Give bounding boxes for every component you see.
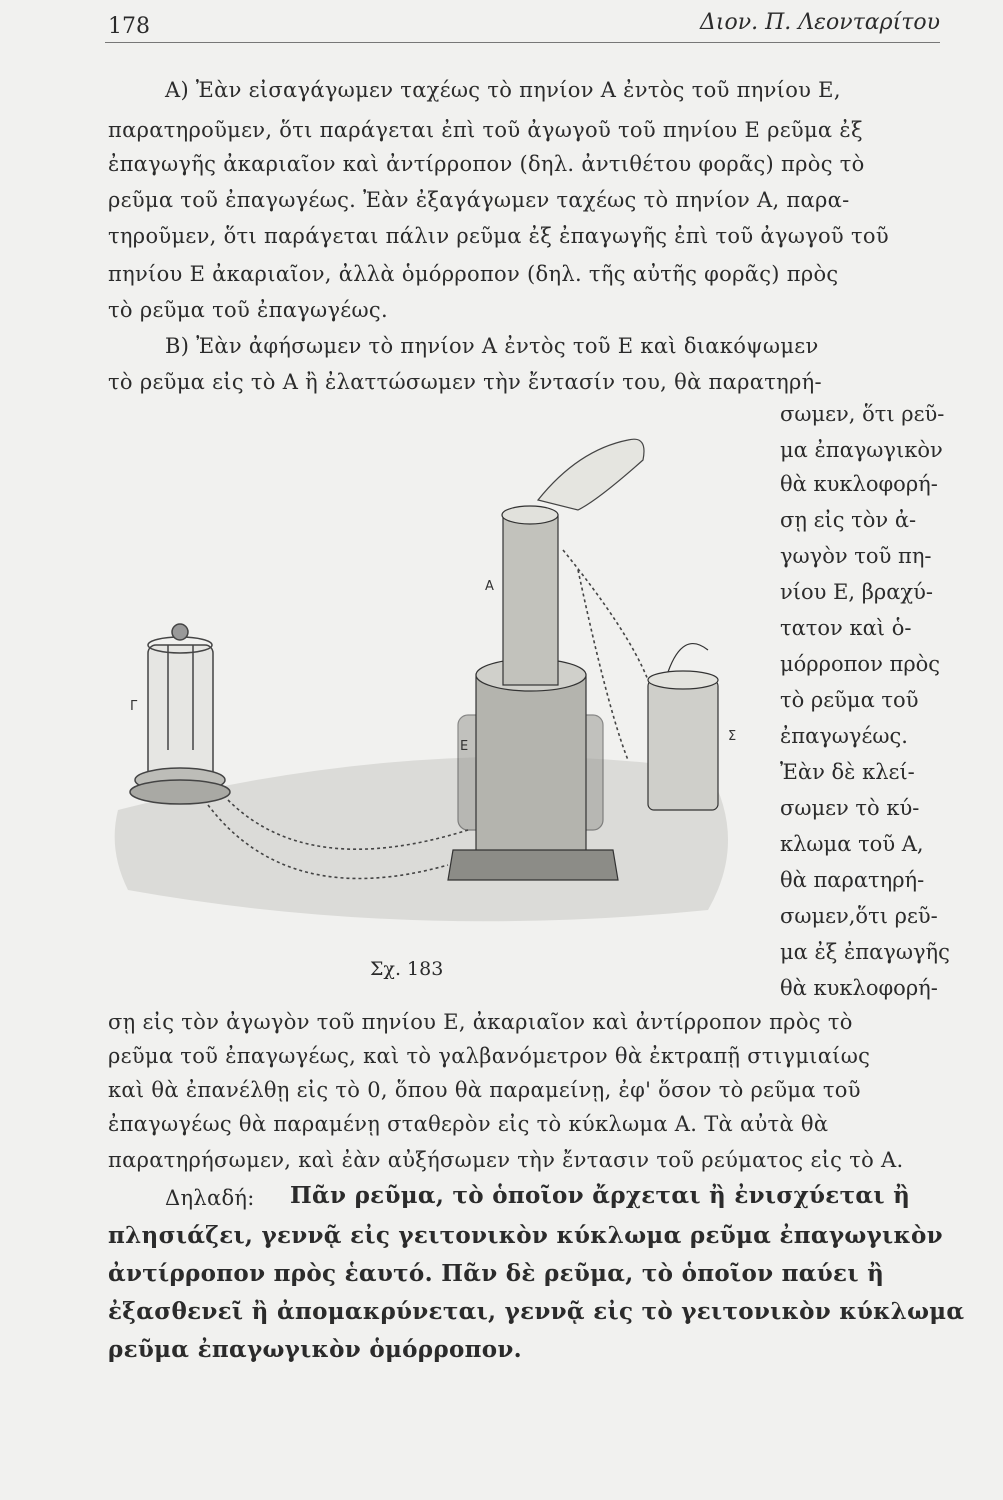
text-line: ἐπαγωγέως θὰ παραμένῃ σταθερὸν εἰς τὸ κύκλωμα Α. Τὰ αὐτὰ θὰ: [108, 1112, 829, 1136]
side-line: σωμεν, ὅτι ρεῦ-: [780, 402, 945, 426]
side-line: θὰ κυκλοφορή-: [780, 976, 938, 1000]
text-line: τὸ ρεῦμα τοῦ ἐπαγωγέως.: [108, 298, 388, 322]
header-rule: [105, 42, 940, 43]
side-line: τὸ ρεῦμα τοῦ: [780, 688, 919, 712]
text-line: ἐπαγωγῆς ἀκαριαῖον καὶ ἀντίρροπον (δηλ. ἀντιθέτου φορᾶς) πρὸς τὸ: [108, 152, 865, 176]
rule-lead: Δηλαδή:: [165, 1186, 255, 1210]
side-line: μα ἐξ ἐπαγωγῆς: [780, 940, 950, 964]
side-line: κλωμα τοῦ Α,: [780, 832, 924, 856]
text-line: παρατηροῦμεν, ὅτι παράγεται ἐπὶ τοῦ ἀγωγοῦ τοῦ πηνίου Ε ρεῦμα ἐξ: [108, 118, 863, 142]
side-line: μα ἐπαγωγικὸν: [780, 438, 943, 462]
figure-caption: Σχ. 183: [370, 958, 444, 980]
running-head: Διον. Π. Λεονταρίτου: [700, 10, 940, 35]
side-line: νίου Ε, βραχύ-: [780, 580, 934, 604]
side-line: θὰ κυκλοφορή-: [780, 472, 938, 496]
side-line: θὰ παρατηρή-: [780, 868, 925, 892]
side-line: τατον καὶ ὁ-: [780, 616, 912, 640]
side-line: μόρροπον πρὸς: [780, 652, 941, 676]
rule-line: ρεῦμα ἐπαγωγικὸν ὁμόρροπον.: [108, 1336, 522, 1363]
label-inner-coil: Α: [485, 579, 494, 594]
text-line: σῃ εἰς τὸν ἀγωγὸν τοῦ πηνίου Ε, ἀκαριαῖον καὶ ἀντίρροπον πρὸς τὸ: [108, 1010, 853, 1034]
text-line: Α) Ἐὰν εἰσαγάγωμεν ταχέως τὸ πηνίον Α ἐντὸς τοῦ πηνίου Ε,: [165, 78, 841, 102]
side-line: γωγὸν τοῦ πη-: [780, 544, 932, 568]
text-line: τὸ ρεῦμα εἰς τὸ Α ἢ ἐλαττώσωμεν τὴν ἔντασίν του, θὰ παρατηρή-: [108, 370, 822, 394]
text-line: πηνίου Ε ἀκαριαῖον, ἀλλὰ ὁμόρροπον (δηλ. τῆς αὐτῆς φορᾶς) πρὸς: [108, 262, 839, 286]
wire: [563, 550, 648, 680]
text-line: Β) Ἐὰν ἀφήσωμεν τὸ πηνίον Α ἐντὸς τοῦ Ε καὶ διακόψωμεν: [165, 334, 819, 358]
rule-line: ἐξασθενεῖ ἢ ἀπομακρύνεται, γεννᾷ εἰς τὸ γειτονικὸν κύκλωμα: [108, 1298, 965, 1325]
induction-apparatus-illustration: [108, 410, 778, 950]
inner-coil-A: [502, 506, 558, 685]
side-line: Ἐὰν δὲ κλεί-: [780, 760, 915, 784]
text-line: παρατηρήσωμεν, καὶ ἐὰν αὐξήσωμεν τὴν ἔντασιν τοῦ ρεύματος εἰς τὸ Α.: [108, 1148, 904, 1172]
text-line: καὶ θὰ ἐπανέλθῃ εἰς τὸ 0, ὅπου θὰ παραμείνῃ, ἐφ' ὅσον τὸ ρεῦμα τοῦ: [108, 1078, 861, 1102]
label-outer-coil: Ε: [460, 739, 469, 754]
text-line: ρεῦμα τοῦ ἐπαγωγέως, καὶ τὸ γαλβανόμετρον θὰ ἐκτραπῇ στιγμιαίως: [108, 1044, 871, 1068]
rule-line: πλησιάζει, γεννᾷ εἰς γειτονικὸν κύκλωμα ρεῦμα ἐπαγωγικὸν: [108, 1222, 943, 1249]
rule-line: Πᾶν ρεῦμα, τὸ ὁποῖον ἄρχεται ἢ ἐνισχύεται ἢ: [290, 1182, 911, 1209]
side-line: σωμεν τὸ κύ-: [780, 796, 920, 820]
label-battery: Σ: [728, 729, 737, 744]
rule-line: ἀντίρροπον πρὸς ἑαυτό. Πᾶν δὲ ρεῦμα, τὸ ὁποῖον παύει ἢ: [108, 1260, 885, 1287]
text-line: τηροῦμεν, ὅτι παράγεται πάλιν ρεῦμα ἐξ ἐπαγωγῆς ἐπὶ τοῦ ἀγωγοῦ τοῦ: [108, 224, 889, 248]
page-number: 178: [108, 14, 150, 39]
battery: [648, 644, 718, 810]
label-galvanometer: Γ: [130, 699, 138, 714]
hand: [538, 439, 644, 510]
galvanometer: [130, 624, 230, 804]
side-line: ἐπαγωγέως.: [780, 724, 908, 748]
figure-183: [108, 410, 778, 950]
side-line: σῃ εἰς τὸν ἀ-: [780, 508, 917, 532]
text-line: ρεῦμα τοῦ ἐπαγωγέως. Ἐὰν ἐξαγάγωμεν ταχέως τὸ πηνίον Α, παρα-: [108, 188, 850, 212]
side-line: σωμεν,ὅτι ρεῦ-: [780, 904, 938, 928]
